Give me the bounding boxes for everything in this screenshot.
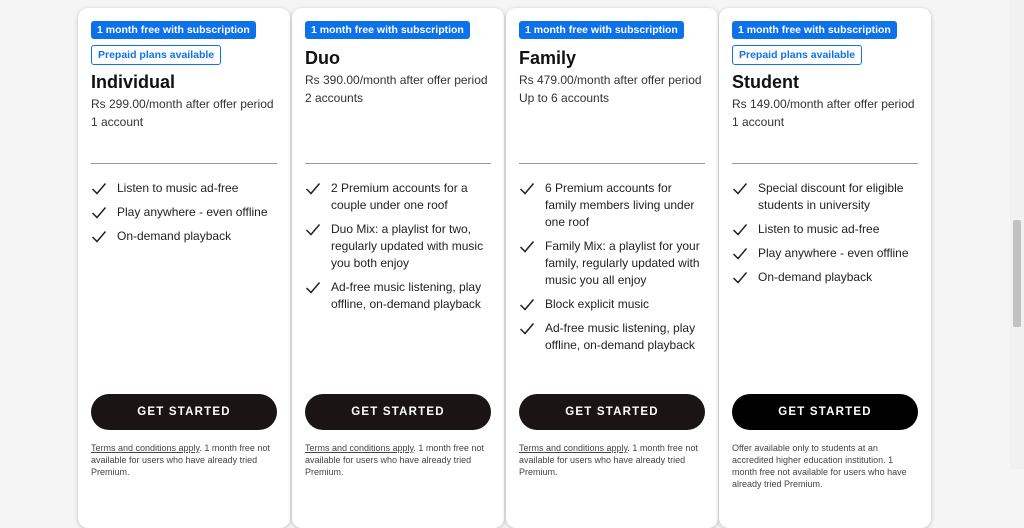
feature-item (519, 180, 705, 231)
prepaid-badge: Prepaid plans available (732, 45, 862, 65)
check-icon (732, 245, 758, 260)
plan-card-individual (78, 8, 290, 528)
feature-text: Play anywhere - even offline (758, 246, 909, 260)
scrollbar-thumb[interactable] (1013, 220, 1021, 327)
offer-badge: 1 month free with subscription (91, 21, 256, 39)
check-icon (519, 320, 545, 335)
feature-text: Ad-free music listening, play offline, on-demand playback (545, 321, 696, 352)
plan-card-student (719, 8, 931, 528)
divider (732, 163, 918, 164)
check-icon (305, 221, 331, 236)
feature-item (519, 296, 705, 313)
prepaid-badge: Prepaid plans available (91, 45, 221, 65)
feature-item (91, 228, 277, 245)
terms-detail: . 1 month free not available for users who have already tried Premium. (305, 443, 484, 477)
plan-card-duo (292, 8, 504, 528)
plan-accounts: 2 accounts (305, 91, 364, 105)
feature-text: On-demand playback (758, 270, 873, 284)
feature-item (732, 221, 918, 238)
divider (91, 163, 277, 164)
check-icon (732, 221, 758, 236)
plan-price: Rs 299.00/month after offer period (91, 97, 274, 111)
feature-item (305, 279, 491, 313)
feature-list (519, 180, 705, 361)
check-icon (305, 180, 331, 195)
get-started-button[interactable]: GET STARTED (519, 394, 705, 430)
feature-text: Family Mix: a playlist for your family, regularly updated with music you all enjoy (545, 239, 700, 287)
plan-name: Student (732, 72, 799, 92)
get-started-button[interactable]: GET STARTED (91, 394, 277, 430)
feature-item (732, 180, 918, 214)
terms-detail: Offer available only to students at an accredited higher education institution. 1 month free not available for users who have already tried Premium. (732, 443, 907, 489)
divider (305, 163, 491, 164)
feature-list (305, 180, 491, 320)
get-started-button[interactable]: GET STARTED (732, 394, 918, 430)
offer-badge: 1 month free with subscription (732, 21, 897, 39)
offer-badge: 1 month free with subscription (305, 21, 470, 39)
check-icon (732, 269, 758, 284)
plan-accounts: 1 account (91, 115, 144, 129)
feature-text: Play anywhere - even offline (117, 205, 268, 219)
plan-accounts: Up to 6 accounts (519, 91, 610, 105)
plan-accounts: 1 account (732, 115, 785, 129)
terms-text (91, 442, 277, 478)
plan-card-family (506, 8, 718, 528)
feature-text: 2 Premium accounts for a couple under one roof (331, 181, 468, 212)
terms-detail: . 1 month free not available for users who have already tried Premium. (91, 443, 270, 477)
feature-text: Ad-free music listening, play offline, on-demand playback (331, 280, 482, 311)
feature-item (732, 269, 918, 286)
check-icon (519, 238, 545, 253)
divider (519, 163, 705, 164)
feature-list (91, 180, 277, 252)
check-icon (91, 180, 117, 195)
terms-text (305, 442, 491, 478)
feature-item (91, 204, 277, 221)
check-icon (91, 228, 117, 243)
terms-detail: . 1 month free not available for users who have already tried Premium. (519, 443, 698, 477)
feature-item (519, 238, 705, 289)
terms-link[interactable]: Terms and conditions apply (519, 443, 628, 453)
plan-name: Individual (91, 72, 176, 92)
plan-price: Rs 149.00/month after offer period (732, 97, 915, 111)
feature-text: Listen to music ad-free (758, 222, 880, 236)
feature-item (732, 245, 918, 262)
plan-price: Rs 390.00/month after offer period (305, 73, 488, 87)
feature-item (91, 180, 277, 197)
plan-price: Rs 479.00/month after offer period (519, 73, 702, 87)
feature-item (305, 221, 491, 272)
terms-text (519, 442, 705, 478)
feature-item (519, 320, 705, 354)
terms-link[interactable]: Terms and conditions apply (305, 443, 414, 453)
feature-text: Listen to music ad-free (117, 181, 239, 195)
check-icon (519, 180, 545, 195)
terms-text (732, 442, 918, 490)
feature-text: On-demand playback (117, 229, 232, 243)
check-icon (519, 296, 545, 311)
page-scrollbar[interactable] (1010, 0, 1024, 469)
feature-item (305, 180, 491, 214)
plan-name: Family (519, 48, 577, 68)
check-icon (91, 204, 117, 219)
check-icon (305, 279, 331, 294)
feature-text: Special discount for eligible students in university (758, 181, 904, 212)
plan-name: Duo (305, 48, 340, 68)
terms-link[interactable]: Terms and conditions apply (91, 443, 200, 453)
check-icon (732, 180, 758, 195)
feature-text: Duo Mix: a playlist for two, regularly updated with music you both enjoy (331, 222, 484, 270)
get-started-button[interactable]: GET STARTED (305, 394, 491, 430)
feature-text: 6 Premium accounts for family members living under one roof (545, 181, 695, 229)
feature-list (732, 180, 918, 293)
offer-badge: 1 month free with subscription (519, 21, 684, 39)
feature-text: Block explicit music (545, 297, 650, 311)
